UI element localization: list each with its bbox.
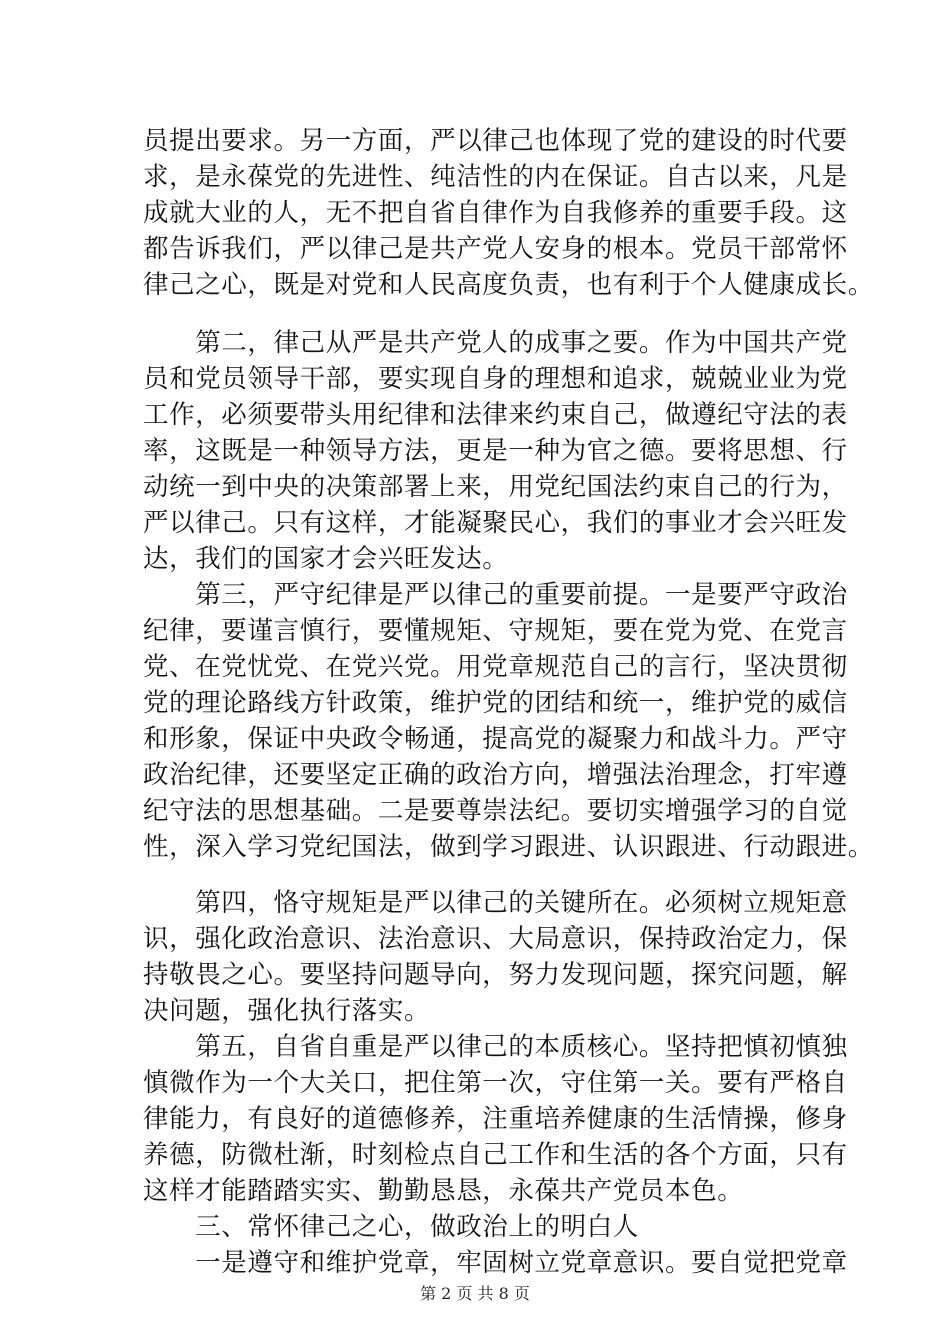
text-line: 养德，防微杜渐，时刻检点自己工作和生活的各个方面，只有 xyxy=(143,1140,848,1170)
text-line: 成就大业的人，无不把自省自律作为自我修养的重要手段。这 xyxy=(143,198,848,228)
text-line: 求，是永葆党的先进性、纯洁性的内在保证。自古以来，凡是 xyxy=(143,162,848,192)
text-line: 律能力，有良好的道德修养，注重培养健康的生活情操，修身 xyxy=(143,1104,848,1134)
text-line: 律己之心，既是对党和人民高度负责，也有利于个人健康成长。 xyxy=(143,270,874,300)
text-line: 和形象，保证中央政令畅通，提高党的凝聚力和战斗力。严守 xyxy=(143,724,848,754)
text-line: 严以律己。只有这样，才能凝聚民心，我们的事业才会兴旺发 xyxy=(143,508,848,538)
page-number-footer: 第 2 页 共 8 页 xyxy=(420,1284,530,1303)
text-line: 工作，必须要带头用纪律和法律来约束自己，做遵纪守法的表 xyxy=(143,400,848,430)
text-line: 率，这既是一种领导方法，更是一种为官之德。要将思想、行 xyxy=(143,436,848,466)
text-line: 第五，自省自重是严以律己的本质核心。坚持把慎初慎独 xyxy=(143,1032,848,1062)
text-line: 党、在党忧党、在党兴党。用党章规范自己的言行，坚决贯彻 xyxy=(143,652,848,682)
text-line: 员提出要求。另一方面，严以律己也体现了党的建设的时代要 xyxy=(143,126,848,156)
text-line: 第三，严守纪律是严以律己的重要前提。一是要严守政治 xyxy=(143,580,848,610)
text-line: 动统一到中央的决策部署上来，用党纪国法约束自己的行为， xyxy=(143,472,848,502)
text-line: 一是遵守和维护党章，牢固树立党章意识。要自觉把党章 xyxy=(143,1248,848,1278)
text-line: 慎微作为一个大关口，把住第一次，守住第一关。要有严格自 xyxy=(143,1068,848,1098)
text-line: 达，我们的国家才会兴旺发达。 xyxy=(143,544,509,574)
text-line: 第四，恪守规矩是严以律己的关键所在。必须树立规矩意 xyxy=(143,888,848,918)
text-line: 党的理论路线方针政策，维护党的团结和统一，维护党的威信 xyxy=(143,688,848,718)
text-line: 性，深入学习党纪国法，做到学习跟进、认识跟进、行动跟进。 xyxy=(143,832,874,862)
text-line: 都告诉我们，严以律己是共产党人安身的根本。党员干部常怀 xyxy=(143,234,848,264)
text-line: 识，强化政治意识、法治意识、大局意识，保持政治定力，保 xyxy=(143,924,848,954)
text-line: 政治纪律，还要坚定正确的政治方向，增强法治理念，打牢遵 xyxy=(143,760,848,790)
text-line: 决问题，强化执行落实。 xyxy=(143,996,431,1026)
section-heading: 三、常怀律己之心，做政治上的明白人 xyxy=(143,1212,639,1242)
text-line: 这样才能踏踏实实、勤勤恳恳，永葆共产党员本色。 xyxy=(143,1176,744,1206)
text-line: 持敬畏之心。要坚持问题导向，努力发现问题，探究问题，解 xyxy=(143,960,848,990)
text-line: 纪守法的思想基础。二是要尊崇法纪。要切实增强学习的自觉 xyxy=(143,796,848,826)
text-line: 纪律，要谨言慎行，要懂规矩、守规矩，要在党为党、在党言 xyxy=(143,616,848,646)
text-line: 员和党员领导干部，要实现自身的理想和追求，兢兢业业为党 xyxy=(143,364,848,394)
text-line: 第二，律己从严是共产党人的成事之要。作为中国共产党 xyxy=(143,328,848,358)
